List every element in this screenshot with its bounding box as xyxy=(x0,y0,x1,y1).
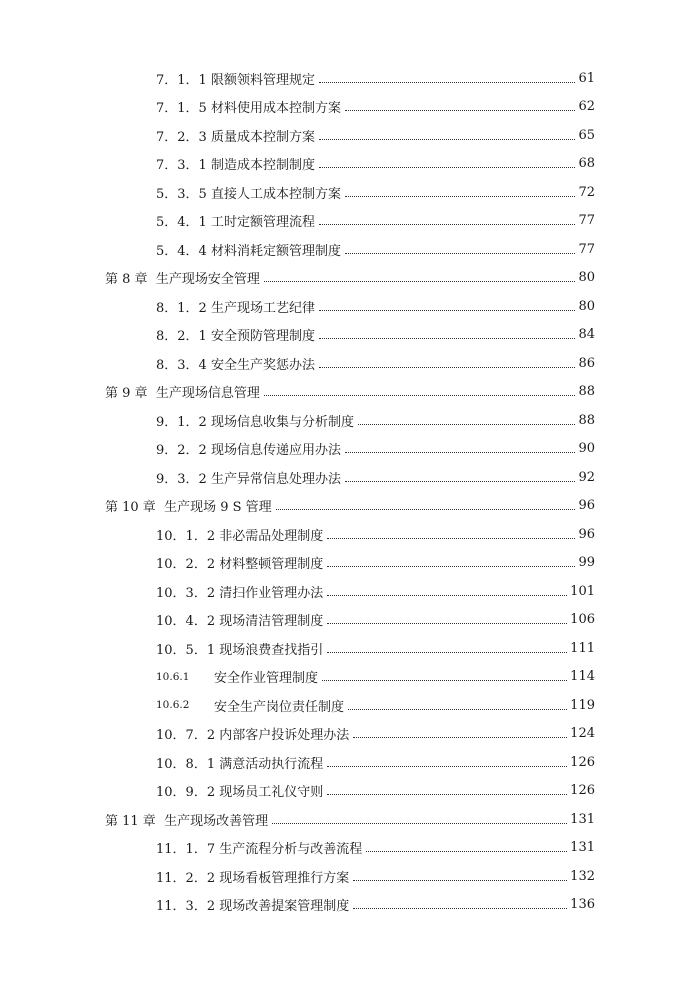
toc-dot-leader xyxy=(319,139,575,140)
table-of-contents xyxy=(0,64,700,919)
toc-entry-number: 第 8 章 xyxy=(105,272,156,288)
toc-entry-title: 生产现场改善管理 xyxy=(164,813,269,829)
toc-page-number: 88 xyxy=(578,412,595,428)
toc-entry-title: 制造成本控制制度 xyxy=(210,158,315,174)
toc-dot-leader xyxy=(272,823,567,824)
toc-dot-leader xyxy=(327,566,575,567)
toc-page-number: 77 xyxy=(578,213,595,229)
toc-entry-number: 第 11 章 xyxy=(105,813,165,829)
toc-page-number: 96 xyxy=(578,498,595,514)
toc-entry-number: 10．1．2 xyxy=(156,528,220,544)
toc-entry-title: 生产现场工艺纪律 xyxy=(210,300,315,316)
toc-page-number: 80 xyxy=(578,270,595,286)
toc-page-number: 136 xyxy=(570,897,595,913)
toc-entry-title: 内部客户投诉处理办法 xyxy=(219,728,350,744)
toc-entry-title: 现场清洁管理制度 xyxy=(219,614,324,630)
toc-dot-leader xyxy=(345,253,575,254)
toc-page-number: 61 xyxy=(578,70,595,86)
toc-entry-title: 生产现场信息管理 xyxy=(155,386,260,402)
toc-entry-number: 10.6.1 xyxy=(156,670,190,683)
toc-dot-leader xyxy=(353,737,567,738)
toc-dot-leader xyxy=(345,110,575,111)
toc-entry-number: 7．3．1 xyxy=(156,158,211,174)
toc-entry-title: 安全生产奖惩办法 xyxy=(210,357,315,373)
toc-dot-leader xyxy=(322,680,567,681)
toc-entry-title: 生产现场 9 S 管理 xyxy=(164,500,272,516)
toc-dot-leader xyxy=(353,908,567,909)
toc-entry-title: 现场改善提案管理制度 xyxy=(219,899,350,915)
toc-entry-title: 现场浪费查找指引 xyxy=(219,642,324,658)
toc-section-entry[interactable] xyxy=(0,207,700,236)
toc-entry-title: 直接人工成本控制方案 xyxy=(210,186,341,202)
toc-page-number: 80 xyxy=(578,298,595,314)
toc-dot-leader xyxy=(327,652,567,653)
toc-entry-number: 7．1．5 xyxy=(156,101,211,117)
toc-section-entry[interactable] xyxy=(0,691,700,720)
toc-dot-leader xyxy=(319,338,575,339)
toc-page-number: 88 xyxy=(578,384,595,400)
toc-dot-leader xyxy=(319,224,575,225)
toc-dot-leader xyxy=(276,509,576,510)
toc-page-number: 84 xyxy=(578,327,595,343)
toc-page-number: 62 xyxy=(578,99,595,115)
toc-section-entry[interactable] xyxy=(0,891,700,920)
toc-dot-leader xyxy=(327,623,567,624)
toc-dot-leader xyxy=(264,395,576,396)
toc-section-entry[interactable] xyxy=(0,150,700,179)
toc-page-number: 124 xyxy=(570,726,595,742)
toc-section-entry[interactable] xyxy=(0,549,700,578)
toc-section-entry[interactable] xyxy=(0,777,700,806)
toc-entry-number: 10．7．2 xyxy=(156,728,220,744)
toc-entry-title: 工时定额管理流程 xyxy=(210,215,315,231)
toc-entry-title: 满意活动执行流程 xyxy=(219,756,324,772)
toc-entry-number: 10．9．2 xyxy=(156,785,220,801)
toc-dot-leader xyxy=(327,766,567,767)
toc-section-entry[interactable] xyxy=(0,435,700,464)
toc-page-number: 106 xyxy=(570,612,595,628)
toc-section-entry[interactable] xyxy=(0,349,700,378)
toc-dot-leader xyxy=(319,82,575,83)
toc-entry-number: 第 10 章 xyxy=(105,500,165,516)
toc-entry-title: 现场信息传递应用办法 xyxy=(210,443,341,459)
toc-page-number: 101 xyxy=(570,583,595,599)
toc-dot-leader xyxy=(345,452,575,453)
toc-entry-number: 8．2．1 xyxy=(156,329,211,345)
toc-entry-title: 现场信息收集与分析制度 xyxy=(210,414,354,430)
toc-page-number: 68 xyxy=(578,156,595,172)
toc-dot-leader xyxy=(327,538,575,539)
toc-section-entry[interactable] xyxy=(0,720,700,749)
toc-page-number: 86 xyxy=(578,355,595,371)
toc-section-entry[interactable] xyxy=(0,292,700,321)
toc-entry-number: 11．2．2 xyxy=(156,870,220,886)
toc-page-number: 77 xyxy=(578,241,595,257)
toc-entry-number: 8．3．4 xyxy=(156,357,211,373)
toc-dot-leader xyxy=(319,367,575,368)
toc-entry-number: 9．1．2 xyxy=(156,414,211,430)
toc-section-entry[interactable] xyxy=(0,862,700,891)
toc-section-entry[interactable] xyxy=(0,520,700,549)
toc-entry-number: 11．1．7 xyxy=(156,842,220,858)
toc-page-number: 72 xyxy=(578,184,595,200)
toc-dot-leader xyxy=(327,794,567,795)
toc-entry-number: 11．3．2 xyxy=(156,899,220,915)
toc-entry-title: 限额领料管理规定 xyxy=(210,72,315,88)
toc-section-entry[interactable] xyxy=(0,64,700,93)
toc-entry-title: 现场看板管理推行方案 xyxy=(219,870,350,886)
toc-section-entry[interactable] xyxy=(0,235,700,264)
toc-entry-number: 8．1．2 xyxy=(156,300,211,316)
toc-entry-number: 第 9 章 xyxy=(105,386,156,402)
toc-page-number: 65 xyxy=(578,127,595,143)
toc-entry-title: 生产现场安全管理 xyxy=(155,272,260,288)
toc-section-entry[interactable] xyxy=(0,121,700,150)
toc-dot-leader xyxy=(345,196,575,197)
toc-page-number: 90 xyxy=(578,441,595,457)
toc-dot-leader xyxy=(319,310,575,311)
toc-entry-number: 10．3．2 xyxy=(156,585,220,601)
toc-chapter-entry[interactable] xyxy=(0,805,700,834)
toc-entry-number: 10．8．1 xyxy=(156,756,220,772)
toc-page-number: 99 xyxy=(578,555,595,571)
toc-entry-number: 5．4．1 xyxy=(156,215,211,231)
toc-entry-number: 7．2．3 xyxy=(156,129,211,145)
toc-entry-number: 10．2．2 xyxy=(156,557,220,573)
toc-entry-title: 清扫作业管理办法 xyxy=(219,585,324,601)
toc-section-entry[interactable] xyxy=(0,748,700,777)
toc-page-number: 131 xyxy=(570,840,595,856)
toc-entry-number: 10．5．1 xyxy=(156,642,220,658)
toc-entry-number: 10．4．2 xyxy=(156,614,220,630)
toc-section-entry[interactable] xyxy=(0,178,700,207)
toc-section-entry[interactable] xyxy=(0,634,700,663)
toc-dot-leader xyxy=(345,481,575,482)
toc-dot-leader xyxy=(358,424,575,425)
toc-section-entry[interactable] xyxy=(0,577,700,606)
toc-entry-title: 材料整顿管理制度 xyxy=(219,557,324,573)
toc-page-number: 126 xyxy=(570,754,595,770)
toc-section-entry[interactable] xyxy=(0,463,700,492)
toc-entry-title: 质量成本控制方案 xyxy=(210,129,315,145)
toc-page-number: 131 xyxy=(570,811,595,827)
toc-entry-title: 现场员工礼仪守则 xyxy=(219,785,324,801)
toc-entry-title: 材料使用成本控制方案 xyxy=(210,101,341,117)
toc-entry-title: 非必需品处理制度 xyxy=(219,528,324,544)
toc-dot-leader xyxy=(319,167,575,168)
toc-section-entry[interactable] xyxy=(0,606,700,635)
toc-page-number: 126 xyxy=(570,783,595,799)
toc-page-number: 132 xyxy=(570,868,595,884)
toc-entry-title: 生产异常信息处理办法 xyxy=(210,471,341,487)
toc-entry-title: 安全预防管理制度 xyxy=(210,329,315,345)
toc-entry-number: 5．3．5 xyxy=(156,186,211,202)
toc-section-entry[interactable] xyxy=(0,321,700,350)
toc-section-entry[interactable] xyxy=(0,663,700,692)
toc-entry-title: 材料消耗定额管理制度 xyxy=(210,243,341,259)
toc-page-number: 96 xyxy=(578,526,595,542)
toc-entry-title: 安全作业管理制度 xyxy=(214,671,319,687)
toc-dot-leader xyxy=(327,595,567,596)
toc-entry-title: 生产流程分析与改善流程 xyxy=(219,842,363,858)
toc-page-number: 111 xyxy=(570,640,595,656)
toc-dot-leader xyxy=(353,880,567,881)
toc-chapter-entry[interactable] xyxy=(0,264,700,293)
toc-entry-number: 10.6.2 xyxy=(156,699,190,712)
toc-entry-number: 5．4．4 xyxy=(156,243,211,259)
toc-entry-number: 7．1．1 xyxy=(156,72,211,88)
toc-dot-leader xyxy=(264,281,576,282)
toc-section-entry[interactable] xyxy=(0,93,700,122)
toc-chapter-entry[interactable] xyxy=(0,378,700,407)
toc-section-entry[interactable] xyxy=(0,834,700,863)
toc-dot-leader xyxy=(366,851,567,852)
toc-page-number: 92 xyxy=(578,469,595,485)
toc-entry-title: 安全生产岗位责任制度 xyxy=(214,699,345,715)
toc-chapter-entry[interactable] xyxy=(0,492,700,521)
toc-entry-number: 9．3．2 xyxy=(156,471,211,487)
toc-entry-number: 9．2．2 xyxy=(156,443,211,459)
toc-page-number: 119 xyxy=(570,697,595,713)
toc-dot-leader xyxy=(348,709,567,710)
toc-page-number: 114 xyxy=(570,669,595,685)
toc-section-entry[interactable] xyxy=(0,406,700,435)
